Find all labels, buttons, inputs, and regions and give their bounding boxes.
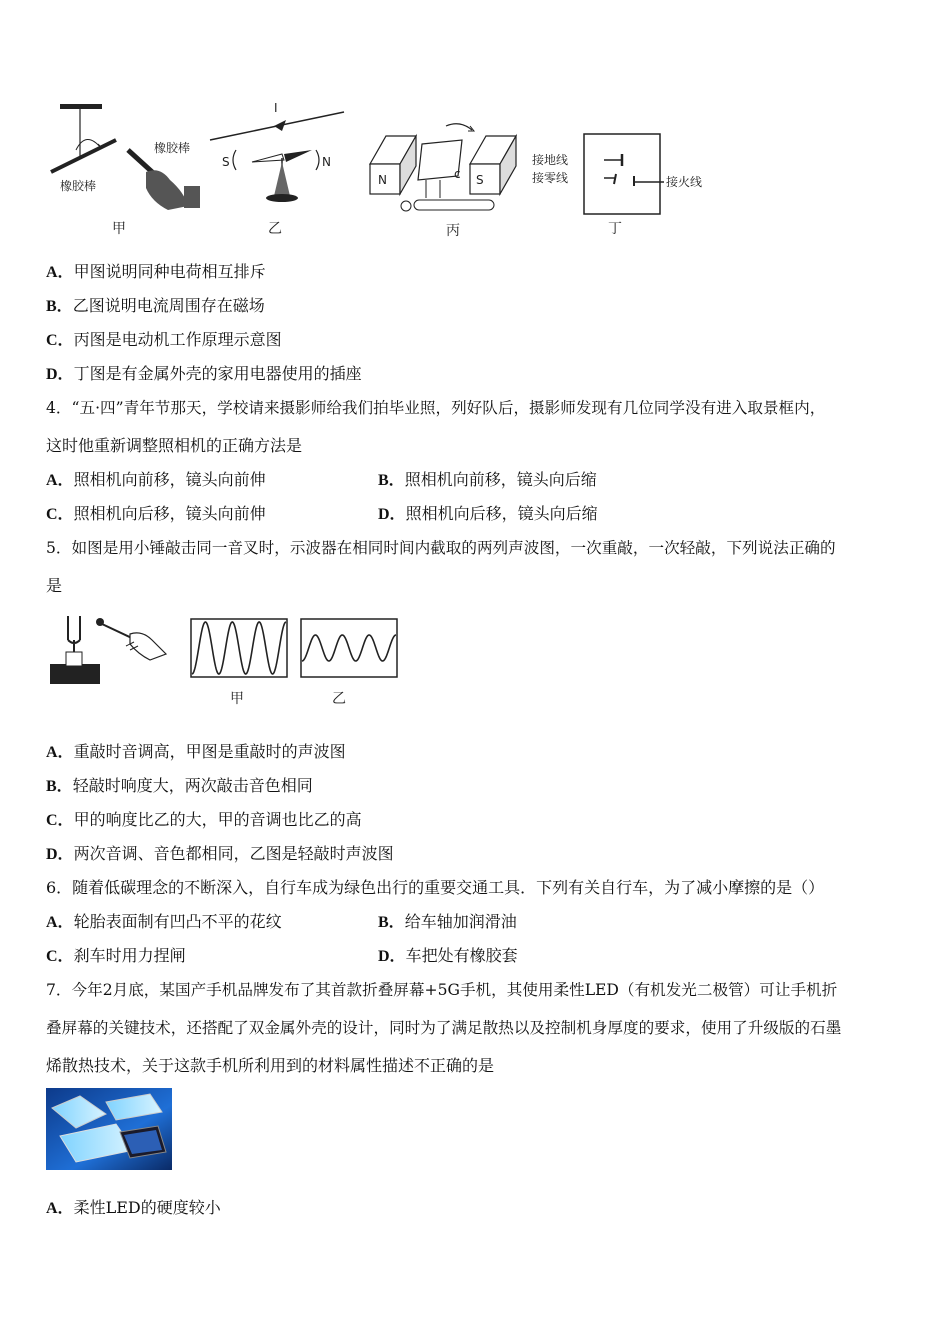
q4-stem-line2: 这时他重新调整照相机的正确方法是 [46, 436, 303, 455]
q4-option-c: C．照相机向后移，镜头向前伸 [46, 504, 266, 523]
figure-yi [208, 100, 348, 210]
caption-ding: 丁 [608, 221, 622, 237]
bing-n-pole: N [378, 173, 387, 187]
q6-stem: 6．随着低碳理念的不断深入，自行车成为绿色出行的重要交通工具．下列有关自行车，为了减小摩擦的是（） [46, 878, 825, 897]
caption-wave-jia: 甲 [230, 691, 244, 707]
ding-live-label: 接火线 [666, 175, 703, 189]
q4-option-d: D．照相机向后移，镜头向后缩 [378, 504, 598, 523]
q5-option-d: D．两次音调、音色都相同，乙图是轻敲时声波图 [46, 844, 394, 863]
jia-label-bottom: 橡胶棒 [60, 179, 97, 193]
yi-current-label: I [274, 101, 278, 115]
q4-option-b: B．照相机向前移，镜头向后缩 [378, 470, 597, 489]
tuning-fork-figure [46, 612, 170, 686]
q7-stem-line1: 7．今年2月底，某国产手机品牌发布了其首款折叠屏幕+5G手机，其使用柔性LED（有机发光二极管）可让手机折 [46, 981, 838, 999]
q6-option-d: D．车把处有橡胶套 [378, 946, 518, 965]
q3-option-a: A．甲图说明同种电荷相互排斥 [46, 262, 266, 281]
q5-option-b: B．轻敲时响度大，两次敲击音色相同 [46, 776, 313, 795]
q5-option-c: C．甲的响度比乙的大，甲的音调也比乙的高 [46, 810, 362, 829]
ding-neutral-label: 接零线 [532, 171, 569, 185]
q6-option-a: A．轮胎表面制有凹凸不平的花纹 [46, 912, 282, 931]
figure-ding [530, 132, 720, 218]
yi-n-pole: N [322, 155, 331, 169]
caption-wave-yi: 乙 [332, 691, 346, 707]
q3-option-b: B．乙图说明电流周围存在磁场 [46, 296, 265, 315]
ding-ground-label: 接地线 [532, 153, 569, 167]
q7-stem-line3: 烯散热技术，关于这款手机所利用到的材料属性描述不正确的是 [46, 1056, 495, 1075]
q4-option-a: A．照相机向前移，镜头向前伸 [46, 470, 266, 489]
figure-bing [366, 118, 522, 220]
q6-option-c: C．刹车时用力捏闸 [46, 946, 186, 965]
q5-option-a: A．重敲时音调高，甲图是重敲时的声波图 [46, 742, 346, 761]
folding-phone-image [46, 1088, 172, 1170]
figure-jia [46, 100, 216, 220]
caption-yi: 乙 [268, 221, 282, 237]
jia-label-top: 橡胶棒 [154, 141, 191, 155]
q3-option-c: C．丙图是电动机工作原理示意图 [46, 330, 282, 349]
q5-stem-line1: 5．如图是用小锤敲击同一音叉时，示波器在相同时间内截取的两列声波图，一次重敲，一次轻敲，下列说法正确的 [46, 539, 836, 557]
q7-stem-line2: 叠屏幕的关键技术，还搭配了双金属外壳的设计，同时为了满足散热以及控制机身厚度的要求，使用了升级版的石墨 [46, 1019, 842, 1037]
waveform-jia [190, 618, 288, 678]
q3-option-d: D．丁图是有金属外壳的家用电器使用的插座 [46, 364, 362, 383]
q5-stem-line2: 是 [46, 576, 63, 595]
q7-option-a: A．柔性LED的硬度较小 [46, 1198, 221, 1217]
bing-c-label: c [454, 167, 461, 181]
yi-s-pole: S [222, 155, 230, 169]
caption-jia: 甲 [112, 221, 126, 237]
q4-stem-line1: 4．“五·四”青年节那天，学校请来摄影师给我们拍毕业照，列好队后，摄影师发现有几位同学没有进入取景框内， [46, 399, 826, 417]
q6-option-b: B．给车轴加润滑油 [378, 912, 517, 931]
caption-bing: 丙 [446, 223, 460, 239]
bing-s-pole: S [476, 173, 484, 187]
waveform-yi [300, 618, 398, 678]
